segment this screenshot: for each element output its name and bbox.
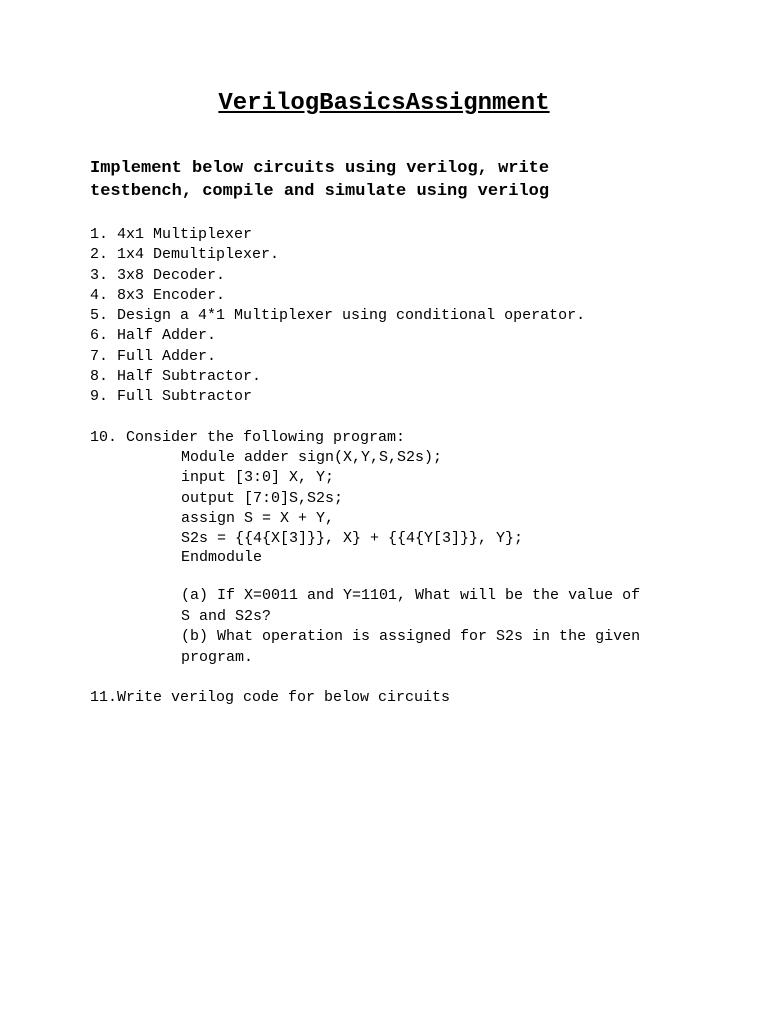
list-item: 5. Design a 4*1 Multiplexer using conditional operator. bbox=[90, 307, 586, 325]
list-item: 1. 4x1 Multiplexer bbox=[90, 226, 253, 243]
assignment-instructions: Implement below circuits using verilog, write testbench, compile and simulate using verilog bbox=[90, 159, 550, 201]
verilog-code-block bbox=[181, 448, 523, 566]
question-11: 11.Write verilog code for below circuits bbox=[90, 689, 451, 706]
subquestion-b: (b) What operation is assigned for S2s in the given program. bbox=[181, 628, 641, 666]
document-title: VerilogBasicsAssignment bbox=[218, 90, 550, 117]
code-line: S2s = {{4{X[3]}}, X} + {{4{Y[3]}}, Y}; bbox=[181, 530, 524, 548]
list-item: 9. Full Subtractor bbox=[90, 388, 253, 406]
list-item: 2. 1x4 Demultiplexer. bbox=[90, 246, 280, 264]
subquestion-a: (a) If X=0011 and Y=1101, What will be the value of S and S2s? bbox=[181, 587, 641, 625]
question-10-heading: 10. Consider the following program: bbox=[90, 429, 406, 446]
list-item: 3. 3x8 Decoder. bbox=[90, 266, 226, 284]
list-item: 6. Half Adder. bbox=[90, 327, 217, 345]
question-10-subquestions bbox=[181, 586, 651, 668]
list-item: 8. Half Subtractor. bbox=[90, 368, 262, 386]
list-item: 7. Full Adder. bbox=[90, 347, 217, 365]
code-line: output [7:0]S,S2s; bbox=[181, 489, 344, 507]
code-line: assign S = X + Y, bbox=[181, 509, 335, 527]
code-line: Endmodule bbox=[181, 549, 263, 567]
list-item: 4. 8x3 Encoder. bbox=[90, 286, 226, 304]
code-line: Module adder sign(X,Y,S,S2s); bbox=[181, 449, 443, 466]
circuit-list bbox=[90, 225, 585, 408]
code-line: input [3:0] X, Y; bbox=[181, 469, 335, 487]
